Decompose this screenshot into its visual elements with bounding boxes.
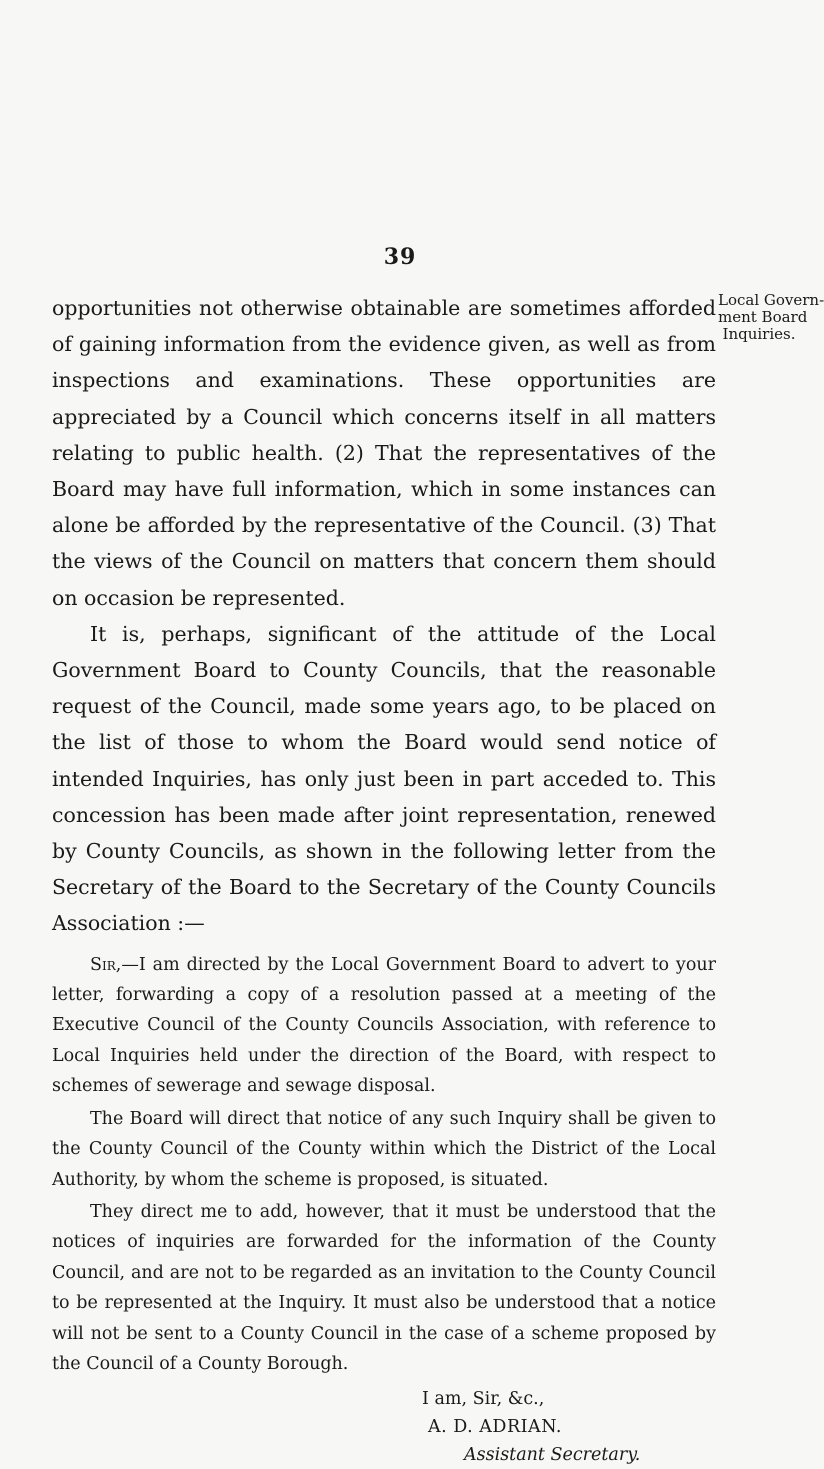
- signer-name: A. D. ADRIAN.: [428, 1417, 562, 1438]
- letter-paragraph-1-text: —I am directed by the Local Government Board to advert to your letter, forwarding a copy of a resolution passed at a meeting of the Executive Council of the County Councils Association, with reference to Local Inquiries held under the direction of the Board, with respect to schemes of sewerage and sewage disposal.: [52, 954, 716, 1097]
- main-text: [52, 290, 716, 1469]
- page-number: 39: [383, 244, 417, 270]
- letter-paragraph-1: [52, 950, 716, 1102]
- signer-title: Assistant Secretary.: [464, 1445, 641, 1466]
- letter-paragraph-2: The Board will direct that notice of any such Inquiry shall be given to the County Council of the County within which the District of the Local Authority, by whom the scheme is proposed, is situated.: [52, 1108, 716, 1190]
- paragraph-2: It is, perhaps, significant of the attitude of the Local Government Board to County Councils, that the reasonable request of the Council, made some years ago, to be placed on the list of those to whom the Board would send notice of intended Inquiries, has only just been in part acceded to. This concession has been made after joint representation, renewed by County Councils, as shown in the following letter from the Secretary of the Board to the Secretary of the County Councils Association :—: [52, 621, 716, 936]
- margin-note-line-1: Local Govern-: [718, 291, 824, 309]
- margin-note: [718, 291, 824, 343]
- letter-salutation: Sir,: [90, 954, 122, 975]
- paragraph-1: opportunities not otherwise obtainable are sometimes afforded of gaining information from the evidence given, as well as from inspections and examinations. These opportunities are appreciated by a Council which concerns itself in all matters relating to public health. (2) That the representatives of the Board may have full information, which in some instances can alone be afforded by the representative of the Council. (3) That the views of the Council on matters that concern them should on occasion be represented.: [52, 296, 716, 610]
- margin-note-line-3: Inquiries.: [722, 325, 796, 343]
- quoted-letter: [52, 950, 716, 1469]
- margin-note-line-2: ment Board: [718, 308, 808, 326]
- letter-closing: I am, Sir, &c.,: [422, 1389, 545, 1410]
- letter-paragraph-3: They direct me to add, however, that it must be understood that the notices of inquiries are forwarded for the information of the County Council, and are not to be regarded as an invitation to the County Council to be represented at the Inquiry. It must also be understood that a notice will not be sent to a County Council in the case of a scheme proposed by the Council of a County Borough.: [52, 1201, 716, 1374]
- signature-block: [422, 1385, 716, 1469]
